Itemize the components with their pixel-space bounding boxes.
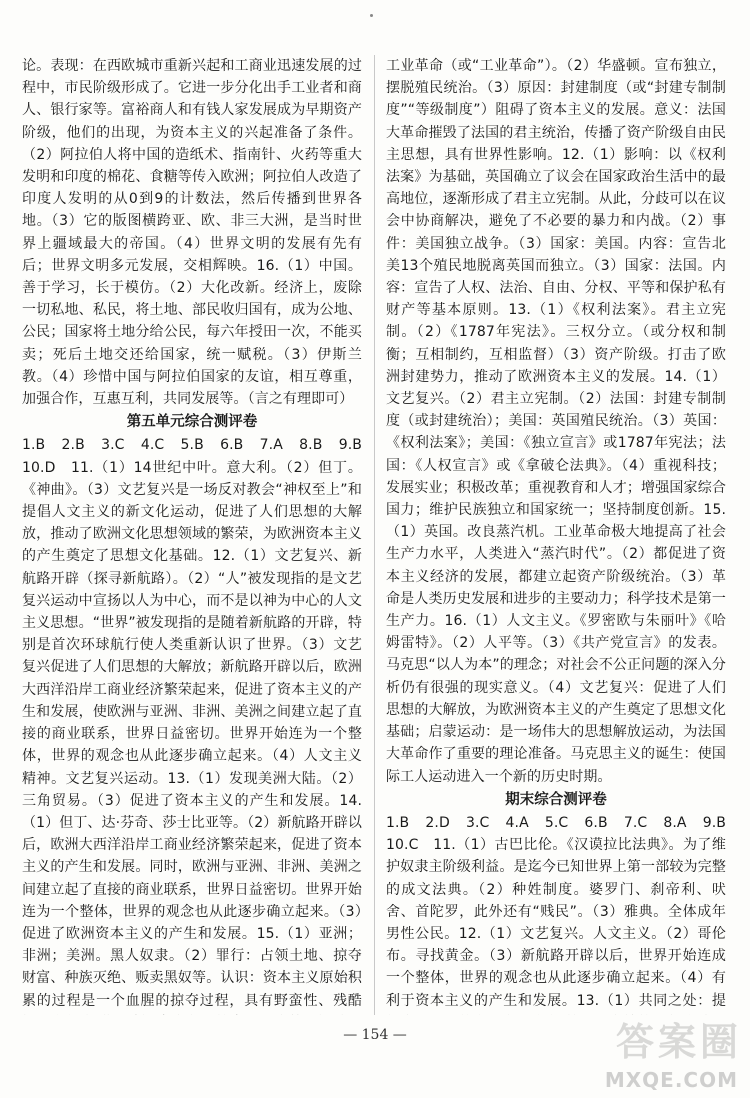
- column-divider: [374, 55, 375, 1015]
- answer-paragraph: 论。表现：在西欧城市重新兴起和工商业迅速发展的过程中，市民阶级形成了。它进一步分化出手工业者和商人、银行家等。富裕商人和有钱人家发展成为早期资产阶级，他们的出现，为资本主义的兴起准备了条件。（2）阿拉伯人将中国的造纸术、指南针、火药等重大发明和印度的棉花、食糖等传入欧洲；阿拉伯人改造了印度人发明的从0到9的计数法，然后传播到世界各地。（3）它的版图横跨亚、欧、非三大洲，是当时世界上疆域最大的帝国。（4）世界文明的发展有先有后；世界文明多元发展，交相辉映。16.（1）中国。善于学习，长于模仿。（2）大化改新。经济上，废除一切私地、私民，将土地、部民收归国有，成为公地、公民；国家将土地分给公民，每六年授田一次，不能买卖；死后土地交还给国家，统一赋税。（3）伊斯兰教。（4）珍惜中国与阿拉伯国家的友谊，相互尊重，加强合作，互惠互利，共同发展等。（言之有理即可）: [22, 58, 362, 408]
- section-heading: 期末综合测评卷: [505, 791, 607, 808]
- answer-page: [22, 55, 728, 1015]
- left-column: [22, 55, 362, 1015]
- answer-paragraph: 工业革命（或“工业革命”）。（2）华盛顿。宣布独立，摆脱殖民统治。（3）原因：封建制度（或“封建专制制度”“等级制度”）阻碍了资本主义的发展。意义：法国大革命摧毁了法国的君主统治，传播了资产阶级自由民主思想，具有世界性影响。12.（1）影响：以《权利法案》为基础，英国确立了议会在国家政治生活中的最高地位，逐渐形成了君主立宪制。从此，分歧可以在议会中协商解决，避免了不必要的暴力和内战。（2）事件：美国独立战争。（3）国家：美国。内容：宣告北美13个殖民地脱离英国而独立。（3）国家：法国。内容：宣告了人权、法治、自由、分权、平等和保护私有财产等基本原则。13.（1）《权利法案》。君主立宪制。（2）《1787年宪法》。三权分立。（或分权和制衡；互相制约，互相监督）（3）资产阶级。打击了欧洲封建势力，推动了欧洲资本主义的发展。14.（1）文艺复兴。（2）君主立宪制。（2）法国：封建专制制度（或封建统治）；美国：英国殖民统治。（3）英国：《权利法案》；美国：《独立宣言》或1787年宪法；法国：《人权宣言》或《拿破仑法典》。（4）重视科技；发展实业；积极改革；重视教育和人才；增强国家综合国力；维护民族独立和国家统一；坚持制度创新。15.（1）英国。改良蒸汽机。工业革命极大地提高了社会生产力水平，人类进入“蒸汽时代”。（2）都促进了资本主义经济的发展，都建立起资产阶级统治。（3）革命是人类历史发展和进步的主要动力；科学技术是第一生产力。16.（1）人文主义。《罗密欧与朱丽叶》《哈姆雷特》。（2）人平等。（3）《共产党宣言》的发表。马克思“以人为本”的理念；对社会不公正问题的深入分析仍有很强的现实意义。（4）文艺复兴：促进了人们思想的大解放，为欧洲资本主义的产生奠定了思想文化基础；启蒙运动：是一场伟大的思想解放运动，为法国大革命作了重要的理论准备。马克思主义的诞生：使国际工人运动进入一个新的历史时期。: [386, 58, 726, 785]
- site-watermark: [592, 1018, 742, 1092]
- answer-paragraph: 1.B 2.B 3.C 4.C 5.B 6.B 7.A 8.B 9.B 10.D 11.（1）14世纪中叶。意大利。（2）但丁。《神曲》。（3）文艺复兴是一场反对教会“神权至上”和提倡人文主义的新文化运动，促进了人们思想的大解放，推动了欧洲文化思想领域的繁荣，为欧洲资本主义的产生奠定了思想文化基础。12.（1）文艺复兴、新航路开辟（探寻新航路）。（2）“人”被发现指的是文艺复兴运动中宣扬以人为中心，而不是以神为中心的人文主义思想。“世界”被发现指的是随着新航路的开辟，特别是首次环球航行使人类重新认识了世界。（3）文艺复兴促进了人们思想的大解放；新航路开辟以后，欧洲大西洋沿岸工商业经济繁荣起来，促进了资本主义的产生和发展，使欧洲与亚洲、非洲、美洲之间建立起了直接的商业联系，世界日益密切。世界开始连为一个整体，世界的观念也从此逐步确立起来。（4）人文主义精神。文艺复兴运动。13.（1）发现美洲大陆。（2）三角贸易。（3）促进了资本主义的产生和发展。14.（1）但丁、达·芬奇、莎士比亚等。（2）新航路开辟以后，欧洲大西洋沿岸工商业经济繁荣起来，促进了资本主义的产生和发展。同时，欧洲与亚洲、非洲、美洲之间建立起了直接的商业联系，世界日益密切。世界开始连为一个整体，世界的观念也从此逐步确立起来。（3）促进了欧洲资本主义的产生和发展。15.（1）亚洲；非洲；美洲。黑人奴隶。（2）罪行：占领土地、掠夺财富、种族灭绝、贩卖黑奴等。认识：资本主义原始积累的过程是一个血腥的掠夺过程，具有野蛮性、残酷: [22, 437, 362, 1009]
- page-number: — 154 —: [343, 1027, 407, 1043]
- answer-paragraph: 1.B 2.D 3.C 4.A 5.C 6.B 7.C 8.A 9.B 10.C 11.（1）古巴比伦。《汉谟拉比法典》。为了维护奴隶主阶级利益。是迄今已知世界上第一部较为完整的成文法典。（2）种姓制度。婆罗门、刹帝利、吠舍、首陀罗，此外还有“贱民”。（3）雅典。全体成年男性公民。12.（1）文艺复兴。人文主义。（2）哥伦布。寻找黄金。（3）新航路开辟以后，世界开始连成一个整体，世界的观念也从此逐步确立起来。（4）有利于资本主义的产生和发展。13.（1）共同之处：提: [386, 814, 726, 1009]
- section-heading: 第五单元综合测评卷: [126, 414, 258, 431]
- right-column: [386, 55, 726, 1015]
- watermark-logo-icon: 答案圈: [615, 1020, 742, 1064]
- watermark-url: MXQE.COM: [604, 1068, 738, 1092]
- page-top-mark: [370, 14, 373, 17]
